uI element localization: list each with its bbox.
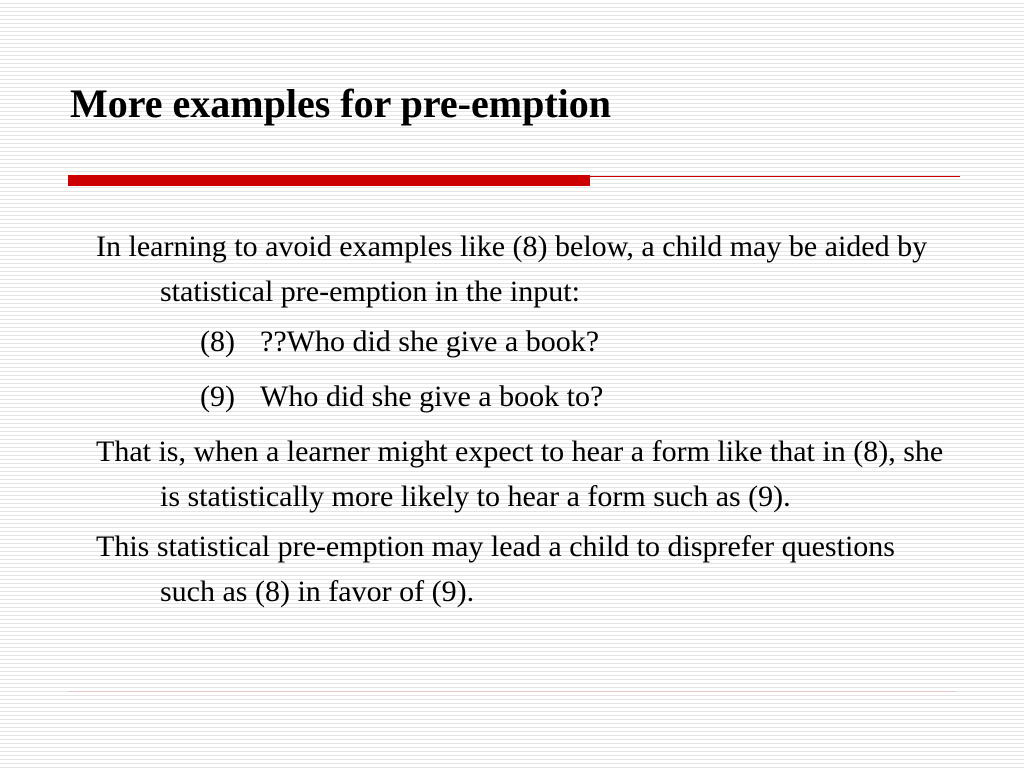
slide-body: [96, 224, 956, 619]
example-8: [96, 319, 956, 364]
paragraph-conclusion: This statistical pre-emption may lead a child to disprefer questions such as (8) in favor of (9).: [96, 530, 895, 608]
title-accent-line: [590, 176, 960, 177]
slide-title: More examples for pre-emption: [70, 81, 611, 126]
paragraph-intro: In learning to avoid examples like (8) below, a child may be aided by statistical pre-emption in the input:: [96, 230, 928, 308]
paragraph-explanation: That is, when a learner might expect to hear a form like that in (8), she is statistically more likely to hear a form such as (9).: [96, 435, 944, 513]
example-number: (8): [200, 325, 235, 358]
example-text: Who did she give a book to?: [260, 380, 604, 413]
title-accent-bar: [68, 175, 590, 186]
example-9: [96, 374, 956, 419]
example-text: ??Who did she give a book?: [260, 325, 600, 358]
footer-divider: [68, 691, 956, 692]
example-number: (9): [200, 380, 235, 413]
